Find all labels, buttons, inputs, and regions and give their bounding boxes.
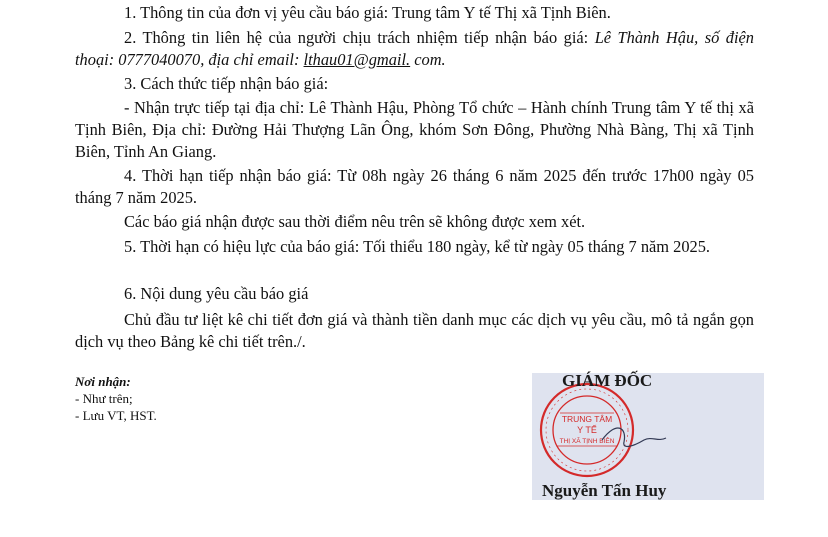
contact-email-tail: com. xyxy=(410,50,446,69)
para-late-notice: Các báo giá nhận được sau thời điểm nêu trên sẽ không được xem xét. xyxy=(124,212,586,231)
contact-email-link[interactable]: lthau01@gmail. xyxy=(303,50,411,69)
recipient-item: - Như trên; xyxy=(75,391,133,406)
seal-text-line: TRUNG TÂM xyxy=(561,414,613,424)
recipients-block xyxy=(75,373,157,424)
contact-lead: 2. Thông tin liên hệ của người chịu trách nhiệm tiếp nhận báo giá: xyxy=(124,28,595,47)
para-unit-info: 1. Thông tin của đơn vị yêu cầu báo giá: Trung tâm Y tế Thị xã Tịnh Biên. xyxy=(124,3,611,22)
recipients-heading: Nơi nhận: xyxy=(75,374,131,389)
seal-mark xyxy=(541,384,633,476)
para-validity: 5. Thời hạn có hiệu lực của báo giá: Tối thiểu 180 ngày, kể từ ngày 05 tháng 7 năm 2025. xyxy=(124,237,711,256)
signer-name: Nguyễn Tấn Huy xyxy=(542,481,667,500)
para-receive-deadline: 4. Thời hạn tiếp nhận báo giá: Từ 08h ngày 26 tháng 6 năm 2025 đến trước 17h00 ngày 05 tháng 7 năm 2025. xyxy=(75,166,754,207)
red-seal-stamp xyxy=(532,380,682,480)
signer-title: GIÁM ĐỐC xyxy=(562,371,653,390)
seal-text-line: Y TẾ xyxy=(577,425,597,435)
para-content-detail: Chủ đầu tư liệt kê chi tiết đơn giá và thành tiền danh mục các dịch vụ yêu cầu, mô tả ngắn gọn dịch vụ theo Bảng kê chi tiết trên./. xyxy=(75,310,754,351)
seal-text-line: THỊ XÃ TỊNH BIÊN xyxy=(559,438,615,445)
para-content-heading: 6. Nội dung yêu cầu báo giá xyxy=(124,284,309,303)
para-receive-method: 3. Cách thức tiếp nhận báo giá: xyxy=(124,74,329,93)
contact-details: Lê Thành Hậu, số điện thoại: 0777040070, địa chỉ email: xyxy=(75,28,754,69)
recipient-item: - Lưu VT, HST. xyxy=(75,408,157,423)
para-receive-address: - Nhận trực tiếp tại địa chỉ: Lê Thành Hậu, Phòng Tổ chức – Hành chính Trung tâm Y tế thị xã Tịnh Biên, Địa chỉ: Đường Hải Thượng Lãn Ông, khóm Sơn Đông, Phường Nhà Bàng, Thị xã Tịnh Biên, Tỉnh An Giang. xyxy=(75,98,754,161)
para-contact-info xyxy=(75,27,754,71)
